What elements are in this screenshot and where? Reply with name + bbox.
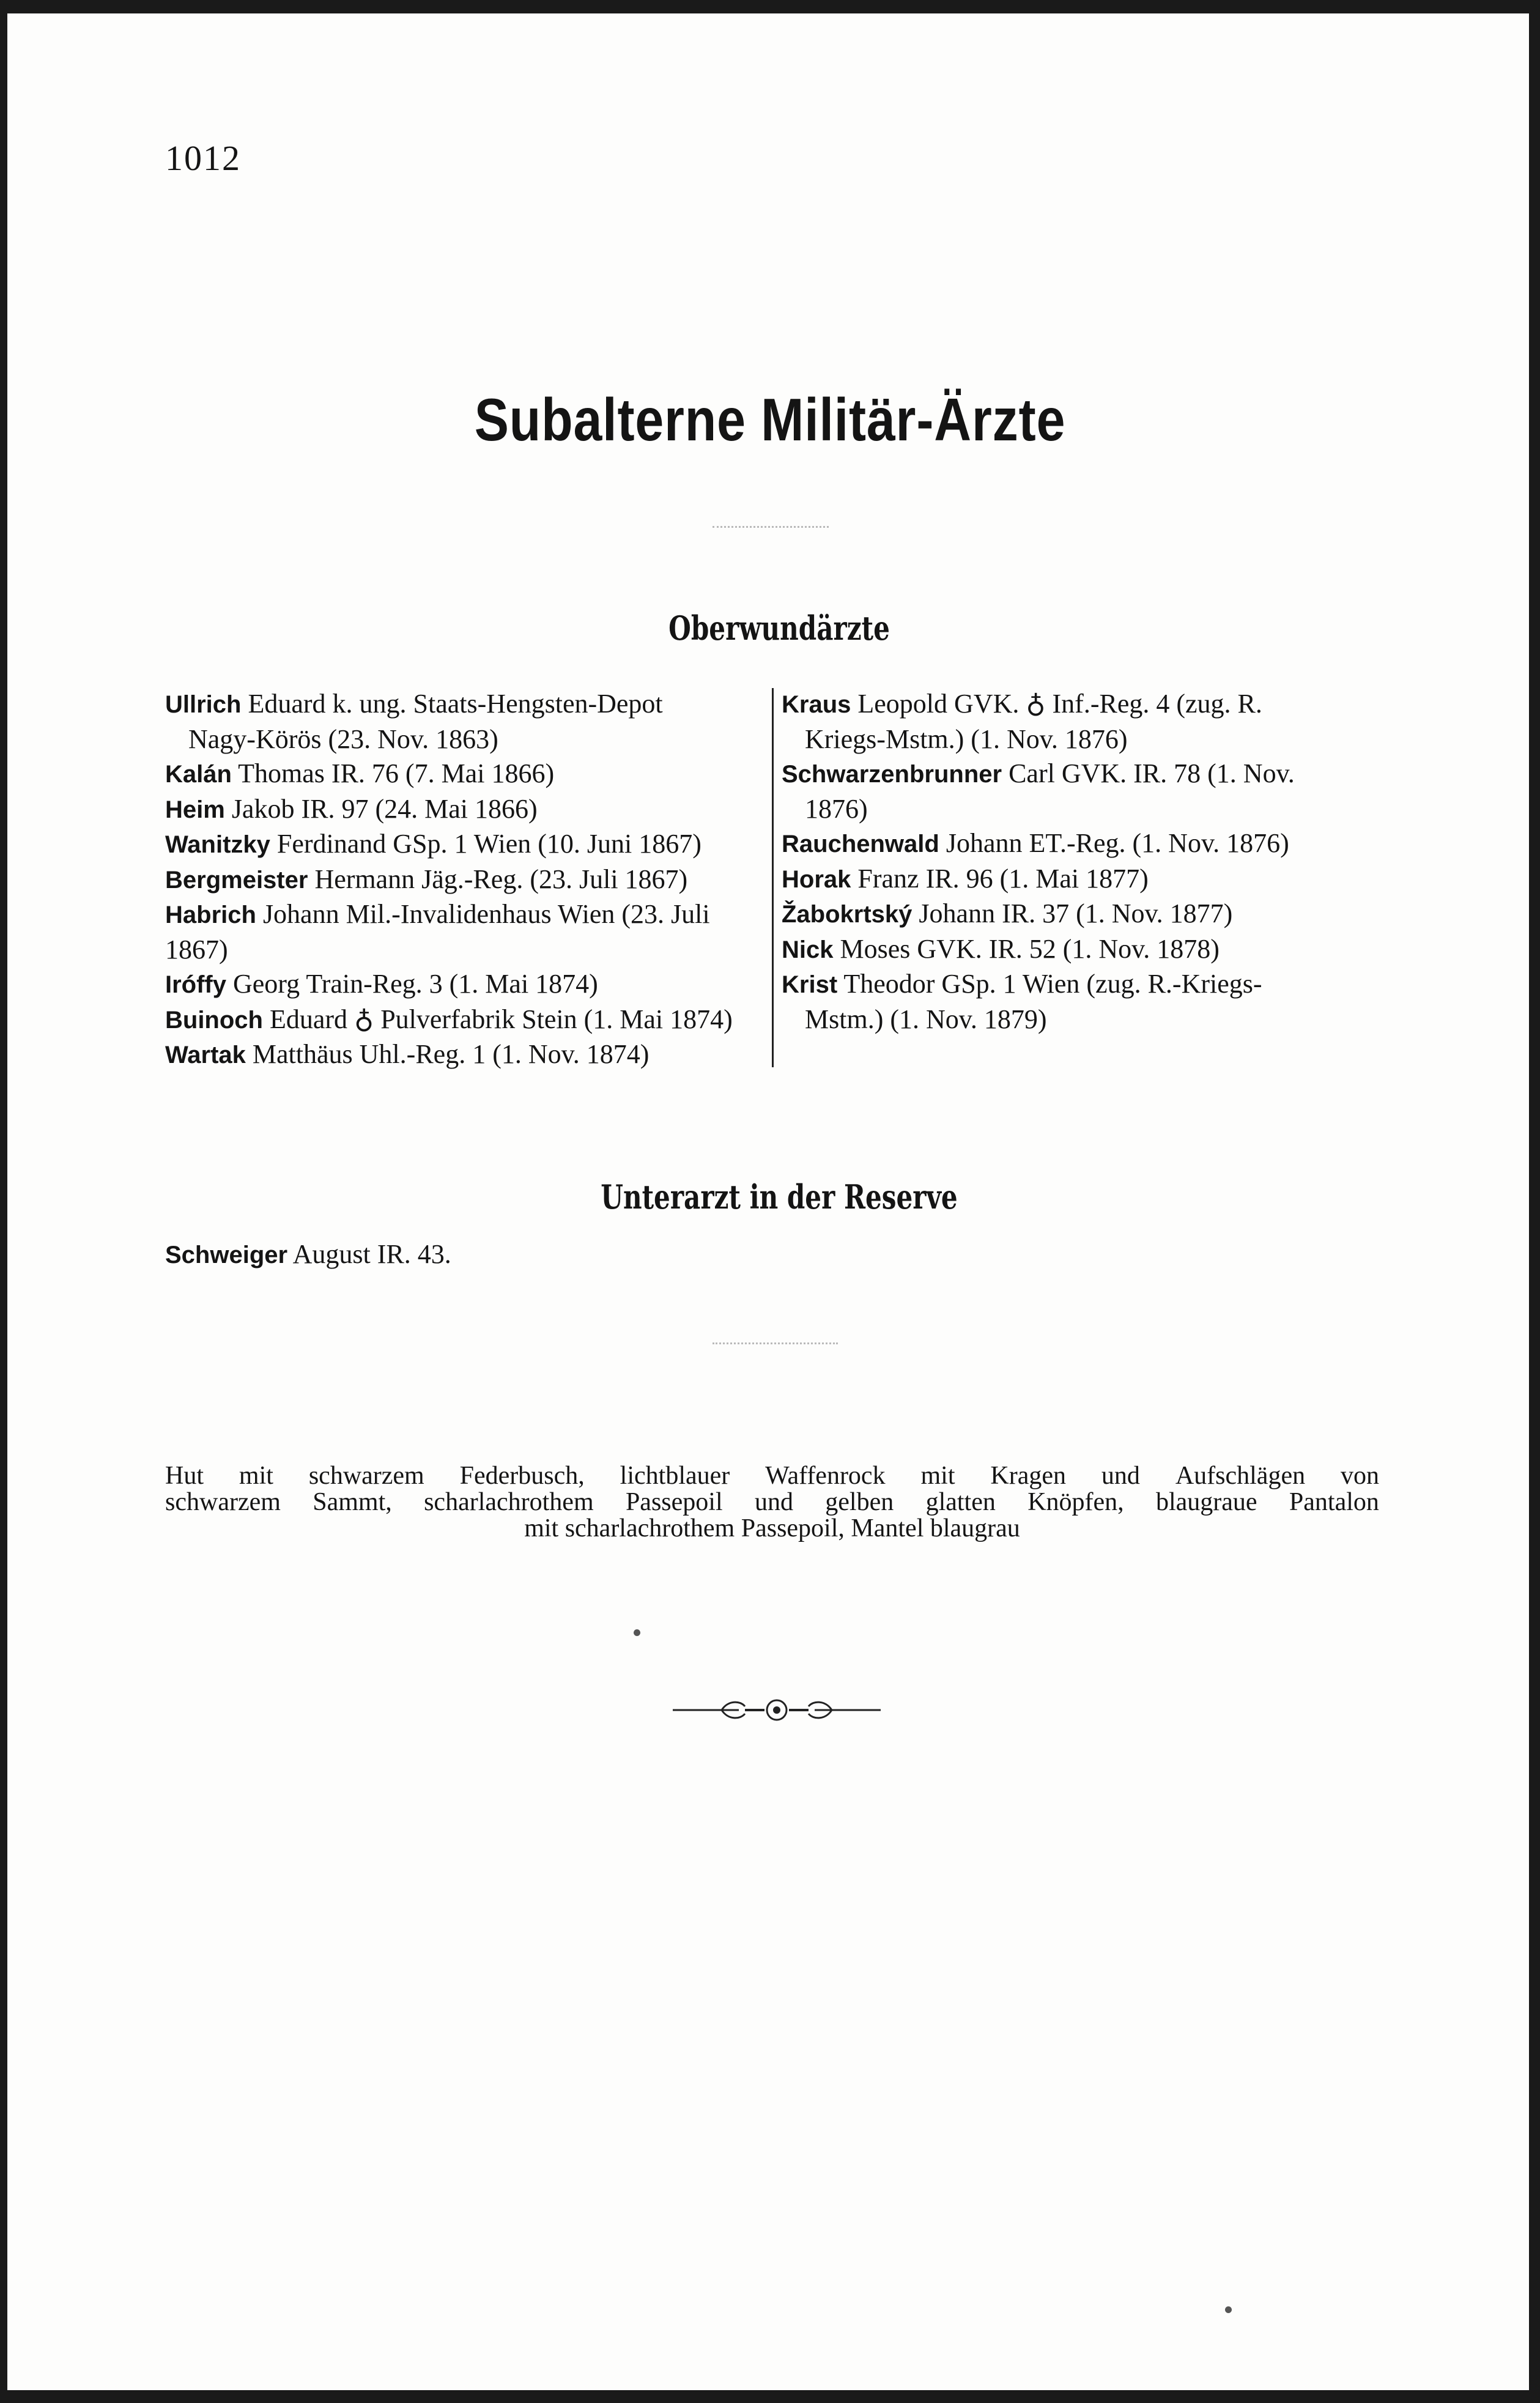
entry-text: Matthäus Uhl.-Reg. 1 (1. Nov. 1874) xyxy=(252,1039,650,1069)
entries-left-column xyxy=(165,687,764,1073)
entry-iroffy xyxy=(165,967,764,1002)
word: lichtblauer xyxy=(620,1462,730,1490)
entry-name: Kraus xyxy=(782,691,851,718)
scan-border-right xyxy=(1529,0,1540,2403)
entry-continuation: 1876) xyxy=(805,793,868,824)
entry-wanitzky xyxy=(165,827,764,862)
entry-text: Moses GVK. IR. 52 (1. Nov. 1878) xyxy=(840,933,1220,964)
word: mit xyxy=(239,1462,273,1490)
entry-name: Bergmeister xyxy=(165,866,308,894)
entry-text: Carl GVK. IR. 78 (1. Nov. xyxy=(1009,758,1295,788)
word: und xyxy=(754,1488,793,1516)
word: Passepoil xyxy=(625,1488,723,1516)
entry-name: Kalán xyxy=(165,761,232,788)
entry-text: Theodor GSp. 1 Wien (zug. R.-Kriegs- xyxy=(843,969,1262,999)
entry-name: Wanitzky xyxy=(165,831,270,858)
entry-schweiger xyxy=(165,1239,451,1270)
entry-habrich xyxy=(165,897,764,967)
word: von xyxy=(1341,1462,1379,1490)
entry-name: Krist xyxy=(782,971,838,998)
entry-line xyxy=(165,687,764,722)
entry-ullrich xyxy=(165,687,764,757)
entry-text: Thomas IR. 76 (7. Mai 1866) xyxy=(238,758,555,788)
entry-name: Schweiger xyxy=(165,1242,288,1268)
scan-border-left xyxy=(0,0,7,2403)
word: Waffenrock xyxy=(765,1462,886,1490)
page-number: 1012 xyxy=(165,138,241,178)
word: schwarzem xyxy=(165,1488,281,1516)
word: glatten xyxy=(925,1488,996,1516)
word: und xyxy=(1101,1462,1140,1490)
entry-rauchenwald xyxy=(782,826,1381,862)
scan-border-top xyxy=(0,0,1540,13)
word: schwarzem xyxy=(308,1462,424,1490)
section-heading-oberwundaerzte: Oberwundärzte xyxy=(668,609,890,648)
entry-name: Ullrich xyxy=(165,691,242,718)
column-divider xyxy=(772,688,774,1067)
entries-right-column xyxy=(782,687,1381,1037)
word: mit xyxy=(920,1462,955,1490)
entry-text: Jakob IR. 97 (24. Mai 1866) xyxy=(231,793,538,824)
entry-kalan xyxy=(165,757,764,792)
entry-krist xyxy=(782,967,1381,1037)
word: gelben xyxy=(825,1488,894,1516)
word: scharlachrothem xyxy=(424,1488,594,1516)
entry-text: Eduard ♁ Pulverfabrik Stein (1. Mai 1874) xyxy=(269,1004,733,1034)
decorative-flourish-icon xyxy=(673,1694,881,1725)
entry-text: Franz IR. 96 (1. Mai 1877) xyxy=(857,863,1149,894)
entry-zabokrtsky xyxy=(782,897,1381,932)
word: Aufschlägen xyxy=(1175,1462,1306,1490)
scan-border-bottom xyxy=(0,2390,1540,2403)
entry-buinoch xyxy=(165,1002,764,1038)
entry-continuation: 1867) xyxy=(165,934,228,965)
word: blaugraue xyxy=(1155,1488,1257,1516)
entry-name: Schwarzenbrunner xyxy=(782,761,1002,788)
entry-name: Iróffy xyxy=(165,971,226,998)
entry-name: Žabokrtský xyxy=(782,901,913,928)
entry-name: Habrich xyxy=(165,902,256,928)
entry-name: Rauchenwald xyxy=(782,831,939,857)
page-title: Subalterne Militär-Ärzte xyxy=(474,386,1066,453)
entry-schwarzenbrunner xyxy=(782,757,1381,826)
entry-nick xyxy=(782,932,1381,968)
entry-name: Nick xyxy=(782,936,834,963)
entry-continuation: Nagy-Körös (23. Nov. 1863) xyxy=(188,724,498,754)
entry-text: Eduard k. ung. Staats-Hengsten-Depot xyxy=(248,689,663,719)
print-speck xyxy=(634,1629,640,1636)
word: Knöpfen, xyxy=(1027,1488,1124,1516)
print-speck xyxy=(1225,2306,1232,2313)
entry-name: Buinoch xyxy=(165,1006,263,1034)
word: Kragen xyxy=(990,1462,1067,1490)
entry-text: Leopold GVK. ♁ Inf.-Reg. 4 (zug. R. xyxy=(857,689,1262,719)
section-heading-reserve: Unterarzt in der Reserve xyxy=(601,1177,958,1216)
entry-heim xyxy=(165,792,764,828)
word: Sammt, xyxy=(313,1488,392,1516)
uniform-line-1 xyxy=(165,1463,1379,1489)
entry-continuation: Kriegs-Mstm.) (1. Nov. 1876) xyxy=(805,724,1128,754)
entry-kraus xyxy=(782,687,1381,757)
entry-text: Johann IR. 37 (1. Nov. 1877) xyxy=(919,898,1233,928)
entry-text: Ferdinand GSp. 1 Wien (10. Juni 1867) xyxy=(276,829,702,859)
section-divider xyxy=(713,526,829,528)
entry-text: August IR. 43. xyxy=(292,1239,451,1269)
word: Federbusch, xyxy=(459,1462,585,1490)
uniform-line-3: mit scharlachrothem Passepoil, Mantel blaugrau xyxy=(524,1514,1020,1542)
uniform-description xyxy=(165,1463,1379,1542)
section-divider xyxy=(713,1342,838,1344)
word: Hut xyxy=(165,1462,204,1490)
entry-continuation: Mstm.) (1. Nov. 1879) xyxy=(805,1004,1047,1034)
entry-horak xyxy=(782,862,1381,897)
entry-wartak xyxy=(165,1037,764,1073)
entry-name: Horak xyxy=(782,865,851,893)
entry-bergmeister xyxy=(165,862,764,898)
entry-name: Wartak xyxy=(165,1042,246,1068)
entry-text: Hermann Jäg.-Reg. (23. Juli 1867) xyxy=(314,864,688,894)
word: Pantalon xyxy=(1289,1488,1379,1516)
entry-text: Johann Mil.-Invalidenhaus Wien (23. Juli xyxy=(262,899,710,929)
entry-text: Georg Train-Reg. 3 (1. Mai 1874) xyxy=(233,969,598,999)
uniform-line-2 xyxy=(165,1489,1379,1516)
entry-name: Heim xyxy=(165,796,225,823)
entry-text: Johann ET.-Reg. (1. Nov. 1876) xyxy=(946,828,1289,858)
